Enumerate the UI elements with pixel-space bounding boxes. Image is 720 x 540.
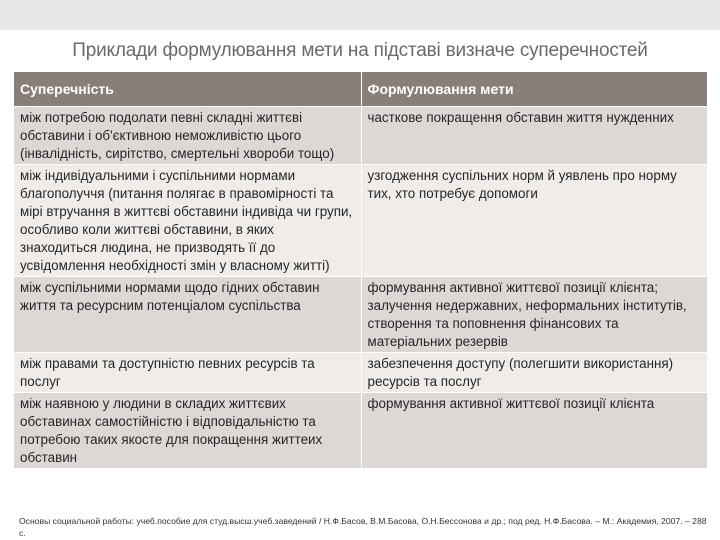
cell-contradiction: між правами та доступністю певних ресурсів та послуг xyxy=(14,353,361,393)
slide-title: Приклади формулювання мети на підставі визначе суперечностей xyxy=(72,40,648,61)
cell-goal: часткове покращення обставин життя нужденних xyxy=(361,107,707,165)
cell-contradiction: між суспільними нормами щодо гідних обставин життя та ресурсним потенціалом суспільства xyxy=(14,277,361,353)
cell-goal: формування активної життєвої позиції клієнта xyxy=(361,393,707,469)
cell-goal: формування активної життєвої позиції клієнта; залучення недержавних, неформальних інститутів, створення та поповнення фінансових та матеріальних резервів xyxy=(361,277,707,353)
cell-contradiction: між індивідуальними і суспільними нормами благополуччя (питання полягає в правомірності та мірі втручання в життєві обставини індивіда чи групи, особливо коли життєві обставини, в яких знаходиться людина, не призводять її до усвідомлення необхідності змін у власному житті) xyxy=(14,165,361,277)
table-header-row xyxy=(14,72,707,107)
cell-goal: забезпечення доступу (полегшити використання) ресурсів та послуг xyxy=(361,353,707,393)
table-row xyxy=(14,165,707,277)
table-row xyxy=(14,277,707,353)
source-citation: Основы социальной работы: учеб.пособие для студ.высш.учеб.заведений / Н.Ф.Басов, В.М.Басова, О.Н.Бессонова и др.; под ред. Н.Ф.Басова. – М.: Академия, 2007. – 288 с. xyxy=(19,516,707,538)
cell-goal: узгодження суспільних норм й уявлень про норму тих, хто потребує допомоги xyxy=(361,165,707,277)
table-row xyxy=(14,353,707,393)
header-goal-formulation: Формулювання мети xyxy=(361,72,707,107)
table-row xyxy=(14,393,707,469)
cell-contradiction: між потребою подолати певні складні життєві обставини і об'єктивною неможливістю цього (інвалідність, сирітство, смертельні хвороби тощо) xyxy=(14,107,361,165)
header-contradiction: Суперечність xyxy=(14,72,361,107)
table-row xyxy=(14,107,707,165)
top-bar xyxy=(0,0,720,30)
cell-contradiction: між наявною у людини в складих життєвих обставинах самостійністю і відповідальністю та потребою таких якосте для покращення життеих обставин xyxy=(14,393,361,469)
contradictions-table xyxy=(14,72,708,468)
